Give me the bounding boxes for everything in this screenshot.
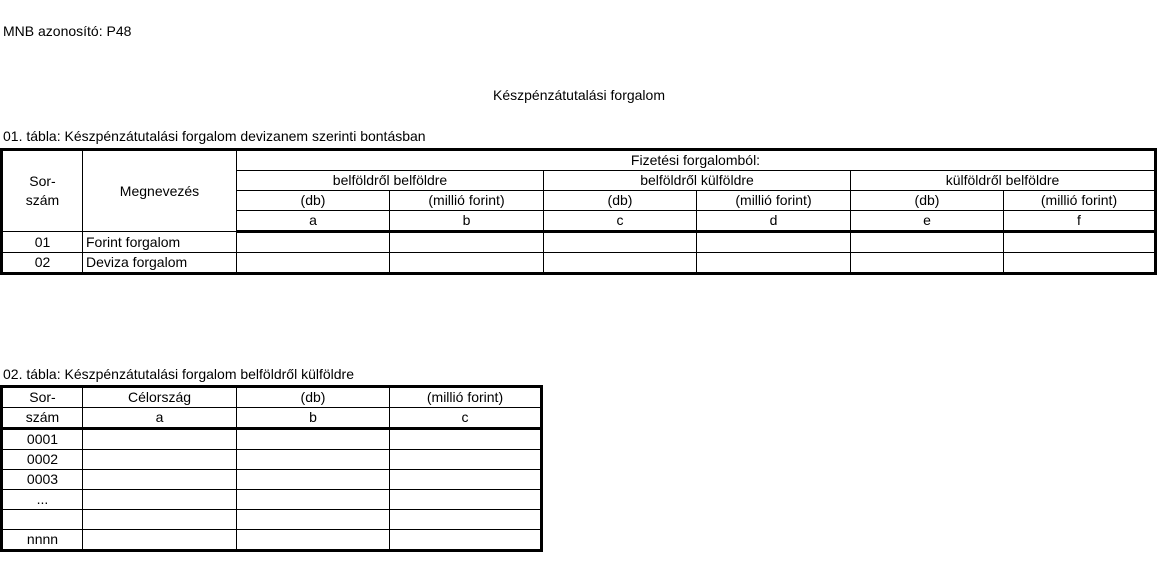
table-row [2, 470, 542, 490]
row-number: 0002 [2, 450, 83, 470]
unit-header: (millió forint) [390, 191, 544, 211]
table-row [2, 253, 1156, 274]
column-letter: f [1004, 211, 1156, 232]
unit-header: (db) [237, 387, 390, 408]
row-number: 0003 [2, 470, 83, 490]
mnb-identifier: MNB azonosító: P48 [3, 23, 132, 39]
row-number [2, 510, 83, 530]
data-cell[interactable] [544, 253, 697, 274]
table1-caption: 01. tábla: Készpénzátutalási forgalom devizanem szerinti bontásban [3, 128, 426, 144]
sorszam-header-line1: Sor- [2, 387, 83, 408]
megnevezes-header: Megnevezés [83, 150, 237, 232]
column-letter: e [851, 211, 1004, 232]
data-cell[interactable] [697, 253, 851, 274]
sorszam-header-line1: Sor- [29, 173, 56, 189]
unit-header: (millió forint) [390, 387, 542, 408]
data-cell[interactable] [390, 232, 544, 253]
data-cell[interactable] [390, 470, 542, 490]
subgroup-header: külföldről belföldre [851, 171, 1156, 191]
data-cell[interactable] [237, 510, 390, 530]
document-title: Készpénzátutalási forgalom [493, 87, 665, 103]
column-letter: d [697, 211, 851, 232]
row-name: Forint forgalom [83, 232, 237, 253]
table-row [2, 510, 542, 530]
data-cell[interactable] [83, 429, 237, 450]
sorszam-header-line2: szám [2, 408, 83, 429]
table-row [2, 490, 542, 510]
table2 [0, 385, 543, 552]
data-cell[interactable] [83, 470, 237, 490]
celorszag-header: Célország [83, 387, 237, 408]
data-cell[interactable] [390, 450, 542, 470]
unit-header: (millió forint) [697, 191, 851, 211]
table-row [2, 530, 542, 551]
data-cell[interactable] [390, 490, 542, 510]
data-cell[interactable] [237, 429, 390, 450]
table-row [2, 450, 542, 470]
data-cell[interactable] [83, 510, 237, 530]
table-row [2, 232, 1156, 253]
data-cell[interactable] [83, 490, 237, 510]
data-cell[interactable] [237, 490, 390, 510]
data-cell[interactable] [237, 232, 390, 253]
data-cell[interactable] [390, 429, 542, 450]
column-letter: a [83, 408, 237, 429]
sorszam-header-line2: szám [25, 192, 60, 208]
column-letter: b [390, 211, 544, 232]
unit-header: (db) [544, 191, 697, 211]
data-cell[interactable] [390, 253, 544, 274]
row-name: Deviza forgalom [83, 253, 237, 274]
data-cell[interactable] [83, 530, 237, 551]
unit-header: (db) [237, 191, 390, 211]
data-cell[interactable] [851, 253, 1004, 274]
row-number: 01 [2, 232, 83, 253]
data-cell[interactable] [237, 470, 390, 490]
data-cell[interactable] [697, 232, 851, 253]
column-letter: c [544, 211, 697, 232]
data-cell[interactable] [390, 510, 542, 530]
data-cell[interactable] [390, 530, 542, 551]
data-cell[interactable] [237, 450, 390, 470]
subgroup-header: belföldről külföldre [544, 171, 851, 191]
data-cell[interactable] [1004, 232, 1156, 253]
group-header: Fizetési forgalomból: [237, 150, 1156, 171]
column-letter: b [237, 408, 390, 429]
data-cell[interactable] [544, 232, 697, 253]
data-cell[interactable] [237, 530, 390, 551]
subgroup-header: belföldről belföldre [237, 171, 544, 191]
data-cell[interactable] [83, 450, 237, 470]
data-cell[interactable] [237, 253, 390, 274]
row-number: 02 [2, 253, 83, 274]
table2-caption: 02. tábla: Készpénzátutalási forgalom belföldről külföldre [3, 366, 354, 382]
row-number: ... [2, 490, 83, 510]
table-row [2, 429, 542, 450]
sorszam-header [2, 150, 83, 232]
table1 [0, 148, 1157, 275]
column-letter: a [237, 211, 390, 232]
column-letter: c [390, 408, 542, 429]
unit-header: (millió forint) [1004, 191, 1156, 211]
row-number: 0001 [2, 429, 83, 450]
unit-header: (db) [851, 191, 1004, 211]
row-number: nnnn [2, 530, 83, 551]
data-cell[interactable] [851, 232, 1004, 253]
data-cell[interactable] [1004, 253, 1156, 274]
